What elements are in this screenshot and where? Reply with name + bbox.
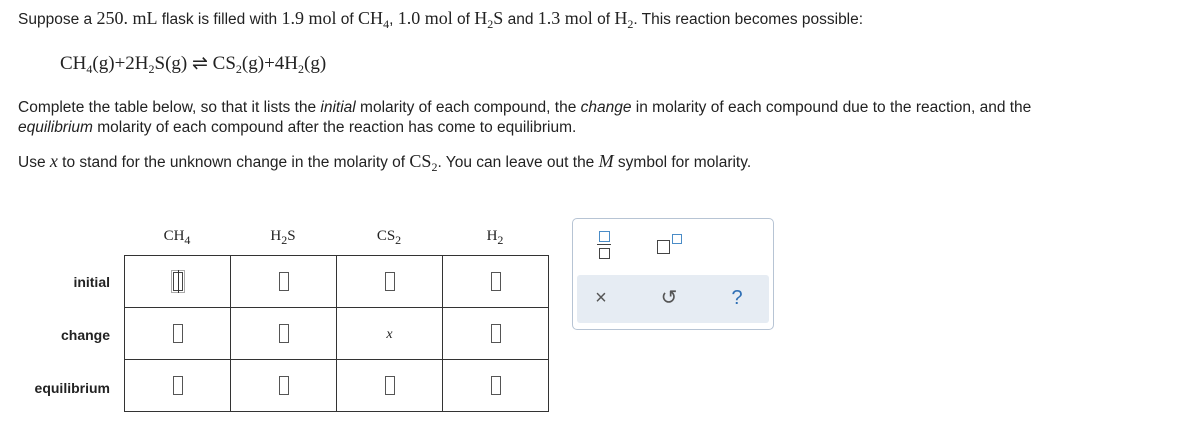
table-cell (443, 308, 549, 360)
intro-text: Suppose a (18, 11, 97, 28)
flask-volume: 250. mL (96, 8, 158, 28)
intro-text: and (503, 11, 538, 28)
row-label-change: change (60, 327, 110, 343)
table-cell (125, 360, 231, 412)
help-icon[interactable]: ? (731, 287, 743, 309)
intro-text: flask is filled with (157, 11, 282, 28)
table-cell (337, 308, 443, 360)
problem-intro (18, 8, 863, 30)
column-header-h2s: $H_2S$ (270, 228, 296, 247)
table-row (125, 360, 549, 412)
table-cell (231, 360, 337, 412)
h2-formula: $H_2$ (614, 8, 634, 31)
answer-input-initial-h2s[interactable] (279, 272, 289, 291)
intro-text: of (452, 11, 475, 28)
column-header-cs2: $CS_2$ (376, 228, 402, 247)
table-cell (231, 308, 337, 360)
equilibrium-arrow-icon: ⇌ (191, 53, 208, 74)
row-label-equilibrium: equilibrium (34, 380, 110, 396)
table-cell (337, 256, 443, 308)
answer-input-change-ch4[interactable] (173, 324, 183, 343)
column-header-h2: $H_2$ (486, 228, 504, 247)
h2-amount: 1.3 mol (537, 8, 593, 28)
table-cell (125, 256, 231, 308)
math-toolbar (572, 218, 774, 330)
intro-text: . This reaction becomes possible: (633, 11, 864, 28)
answer-input-equilibrium-cs2[interactable] (385, 376, 395, 395)
column-header-ch4: $CH_4$ (163, 228, 191, 247)
answer-input-equilibrium-ch4[interactable] (173, 376, 183, 395)
table-row (125, 256, 549, 308)
answer-input-equilibrium-h2s[interactable] (279, 376, 289, 395)
answer-input-change-h2[interactable] (491, 324, 501, 343)
table-row (125, 308, 549, 360)
fraction-icon[interactable] (597, 229, 613, 259)
undo-icon[interactable]: ↺ (660, 287, 678, 309)
variable-instruction: Use x to stand for the unknown change in the molarity of $CS_2$. You can leave out the M symbol for molarity. (18, 151, 752, 174)
answer-input-initial-cs2[interactable] (385, 272, 395, 291)
superscript-icon[interactable] (657, 234, 683, 256)
answer-input-equilibrium-h2[interactable] (491, 376, 501, 395)
h2s-amount: 1.0 mol (397, 8, 453, 28)
table-cell (125, 308, 231, 360)
h2s-formula: $H_2S$ (474, 8, 504, 31)
instructions: Complete the table below, so that it lists the initial molarity of each compound, the change in molarity of each compound due to the reaction, and the equilibrium molarity of each compound after the reaction has come to equilibrium. (18, 99, 1032, 136)
ch4-amount: 1.9 mol (281, 8, 337, 28)
close-icon[interactable]: × (595, 287, 607, 309)
table-cell (231, 256, 337, 308)
answer-input-initial-h2[interactable] (491, 272, 501, 291)
table-cell (443, 360, 549, 412)
intro-text: of (592, 11, 615, 28)
intro-text: , (389, 11, 398, 28)
reaction-equation: $CH_4(g)+2H_2S(g)$ ⇌ $CS_2(g)+4H_2(g)$ (60, 53, 327, 76)
answer-input-change-h2s[interactable] (279, 324, 289, 343)
row-label-initial: initial (73, 274, 110, 290)
intro-text: of (336, 11, 359, 28)
ch4-formula: $CH_4$ (358, 8, 390, 31)
change-cs2-value: x (386, 326, 393, 342)
ice-table (124, 255, 549, 412)
table-cell (443, 256, 549, 308)
answer-input-initial-ch4[interactable] (173, 272, 183, 291)
table-cell (337, 360, 443, 412)
